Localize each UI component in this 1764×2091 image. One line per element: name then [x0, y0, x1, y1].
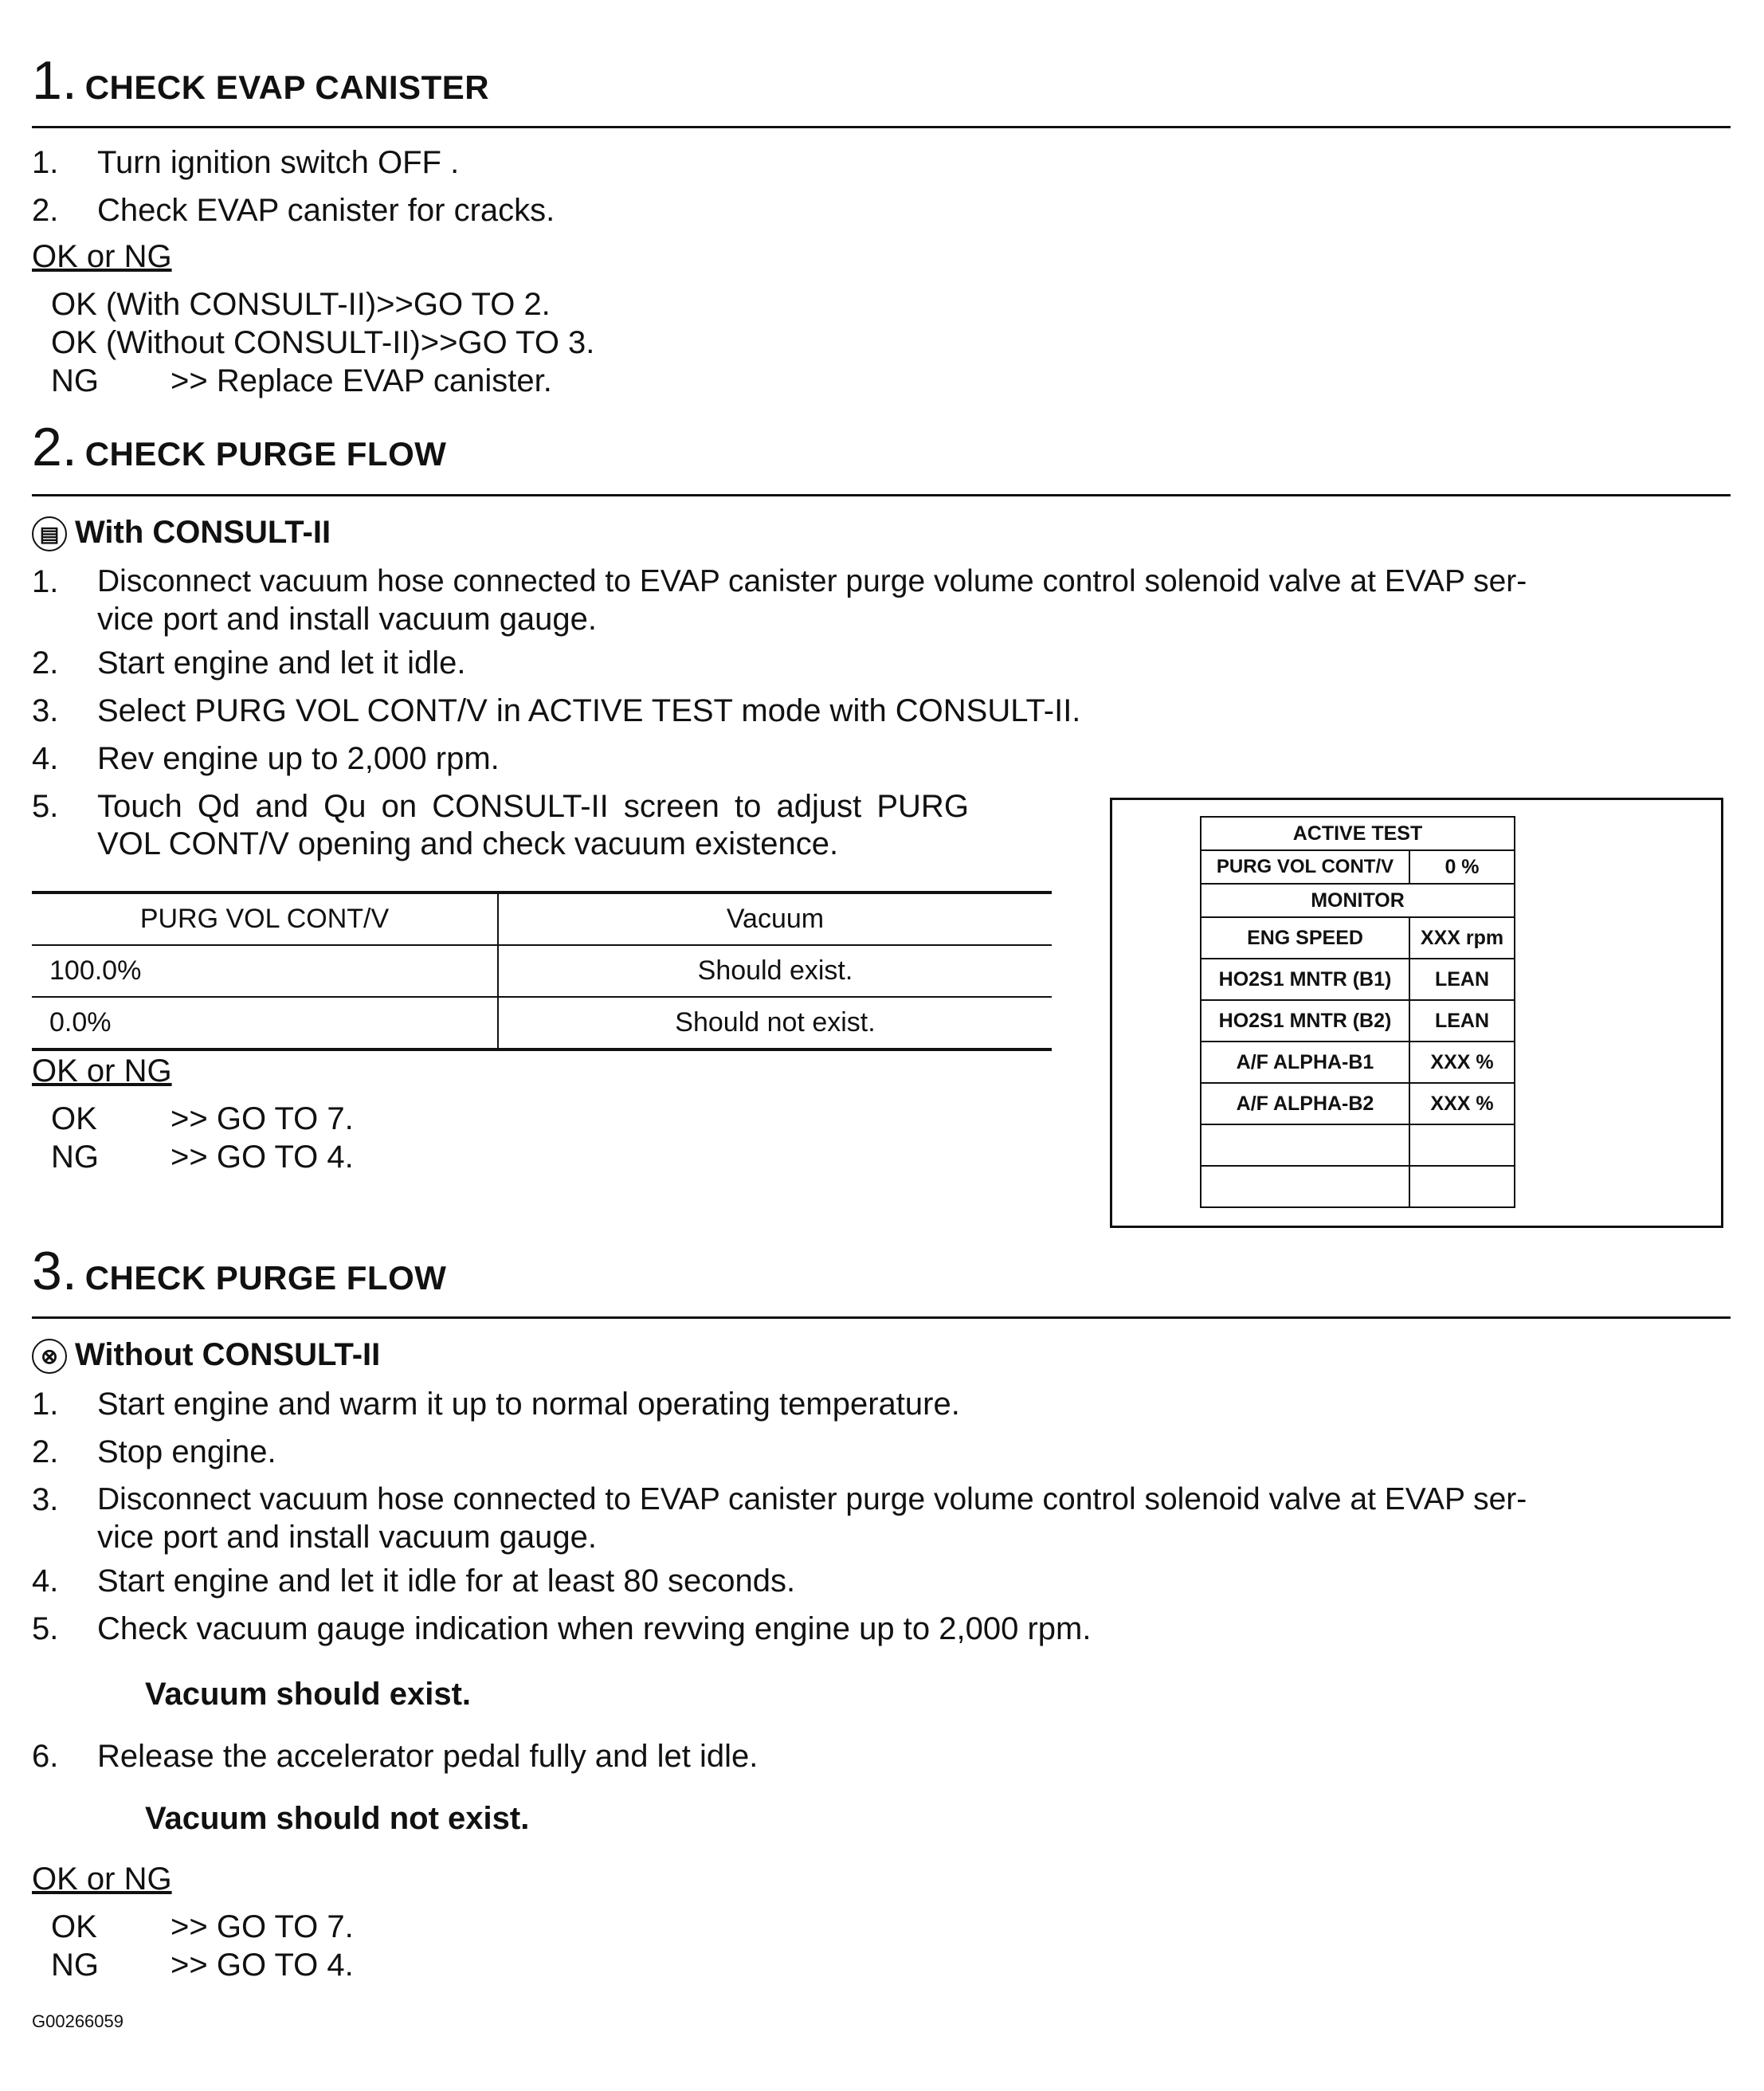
step-number: 1.	[32, 145, 59, 180]
monitor-item: A/F ALPHA-B2	[1201, 1083, 1409, 1124]
monitor-value: XXX %	[1409, 1083, 1515, 1124]
monitor-item: A/F ALPHA-B1	[1201, 1042, 1409, 1083]
section-title: CHECK PURGE FLOW	[84, 1259, 447, 1297]
result-value: >> GO TO 4.	[171, 1140, 354, 1175]
result-key: NG	[51, 363, 99, 398]
step-text-cont: vice port and install vacuum gauge.	[97, 1520, 598, 1555]
result-line	[51, 1909, 354, 1945]
step-text: Disconnect vacuum hose connected to EVAP canister purge volume control solenoid valve at EVAP ser-	[97, 564, 1527, 598]
sub-label: Without CONSULT-II	[75, 1337, 381, 1372]
monitor-item: HO2S1 MNTR (B1)	[1201, 959, 1409, 1000]
monitor-row	[1201, 1166, 1515, 1207]
monitor-value: XXX rpm	[1409, 917, 1515, 959]
ok-or-ng-label: OK or NG	[32, 1862, 172, 1897]
monitor-row	[1201, 1124, 1515, 1166]
monitor-title: MONITOR	[1201, 884, 1515, 917]
monitor-row	[1201, 1000, 1515, 1042]
step-text: Check EVAP canister for cracks.	[97, 193, 555, 228]
monitor-value	[1409, 1166, 1515, 1207]
table-cell: 100.0%	[32, 945, 498, 997]
sub-label: With CONSULT-II	[75, 515, 331, 550]
step-text-cont: VOL CONT/V opening and check vacuum existence.	[97, 826, 839, 861]
without-consult-subheading	[32, 1337, 380, 1374]
active-test-table	[1200, 816, 1515, 1208]
consult-screen-illustration	[1110, 798, 1723, 1228]
result-key: OK (Without CONSULT-II)>>GO TO 3.	[51, 325, 595, 360]
step-number: 2.	[32, 1434, 59, 1469]
table-header-row	[32, 892, 1052, 945]
result-line	[51, 363, 552, 399]
step-number: 2.	[32, 645, 59, 681]
section-title: CHECK EVAP CANISTER	[84, 69, 490, 106]
step-text: Release the accelerator pedal fully and let idle.	[97, 1739, 759, 1774]
step-number: 1.	[32, 1387, 59, 1422]
step-text: Turn ignition switch OFF .	[97, 145, 460, 180]
no-consult-icon: ⊗	[32, 1339, 67, 1374]
table-cell: 0.0%	[32, 997, 498, 1049]
section-number: 1.	[32, 50, 77, 111]
step-number: 5.	[32, 1611, 59, 1646]
table-header: Vacuum	[498, 892, 1052, 945]
table-header: PURG VOL CONT/V	[32, 892, 498, 945]
consult-subheading	[32, 515, 331, 551]
monitor-value: LEAN	[1409, 959, 1515, 1000]
result-key: NG	[51, 1948, 99, 1983]
step-text: Start engine and warm it up to normal operating temperature.	[97, 1387, 960, 1422]
section-1-header	[32, 49, 489, 112]
step-number: 5.	[32, 789, 59, 824]
section-divider	[32, 126, 1731, 128]
step-number: 3.	[32, 693, 59, 728]
section-divider	[32, 494, 1731, 496]
table-cell: Should not exist.	[498, 997, 1052, 1049]
consult-icon: ▤	[32, 516, 67, 551]
step-text: Stop engine.	[97, 1434, 276, 1469]
table-row	[32, 997, 1052, 1049]
step-number: 4.	[32, 741, 59, 776]
ok-or-ng-label: OK or NG	[32, 1053, 172, 1089]
monitor-row	[1201, 1083, 1515, 1124]
result-key: OK	[51, 1909, 97, 1944]
section-divider	[32, 1316, 1731, 1319]
result-value: >> GO TO 7.	[171, 1101, 354, 1136]
monitor-item: HO2S1 MNTR (B2)	[1201, 1000, 1409, 1042]
step-text: Disconnect vacuum hose connected to EVAP canister purge volume control solenoid valve at EVAP ser-	[97, 1482, 1527, 1516]
section-title: CHECK PURGE FLOW	[84, 435, 447, 473]
step-number: 6.	[32, 1739, 59, 1774]
monitor-row	[1201, 917, 1515, 959]
step-text: Start engine and let it idle for at least 80 seconds.	[97, 1563, 796, 1599]
test-value: 0 %	[1409, 850, 1515, 884]
result-key: NG	[51, 1140, 99, 1175]
result-line	[51, 325, 594, 361]
result-line	[51, 1140, 354, 1175]
section-3-header	[32, 1240, 446, 1302]
vacuum-table	[32, 891, 1052, 1051]
spec-vacuum-not-exist: Vacuum should not exist.	[145, 1801, 530, 1836]
step-text-cont: vice port and install vacuum gauge.	[97, 602, 598, 637]
table-row	[32, 945, 1052, 997]
monitor-value: XXX %	[1409, 1042, 1515, 1083]
result-key: OK (With CONSULT-II)>>GO TO 2.	[51, 287, 551, 322]
table-cell: Should exist.	[498, 945, 1052, 997]
active-test-title: ACTIVE TEST	[1201, 817, 1515, 850]
step-text: Select PURG VOL CONT/V in ACTIVE TEST mode with CONSULT-II.	[97, 693, 1081, 728]
section-2-header	[32, 416, 446, 478]
step-number: 2.	[32, 193, 59, 228]
result-line	[51, 1948, 354, 1983]
result-key: OK	[51, 1101, 97, 1136]
monitor-value	[1409, 1124, 1515, 1166]
step-text: Rev engine up to 2,000 rpm.	[97, 741, 500, 776]
monitor-item: ENG SPEED	[1201, 917, 1409, 959]
step-number: 1.	[32, 564, 59, 599]
monitor-item	[1201, 1166, 1409, 1207]
step-number: 4.	[32, 1563, 59, 1599]
step-number: 3.	[32, 1482, 59, 1517]
result-line	[51, 287, 551, 323]
section-number: 2.	[32, 417, 77, 477]
result-value: >> GO TO 4.	[171, 1948, 354, 1983]
test-item: PURG VOL CONT/V	[1201, 850, 1409, 884]
monitor-row	[1201, 1042, 1515, 1083]
step-text: Touch Qd and Qu on CONSULT-II screen to adjust PURG	[97, 789, 969, 824]
result-value: >> GO TO 7.	[171, 1909, 354, 1944]
monitor-row	[1201, 959, 1515, 1000]
section-number: 3.	[32, 1241, 77, 1301]
spec-vacuum-exist: Vacuum should exist.	[145, 1677, 472, 1712]
monitor-item	[1201, 1124, 1409, 1166]
figure-code: G00266059	[32, 2011, 123, 2031]
monitor-value: LEAN	[1409, 1000, 1515, 1042]
step-text: Check vacuum gauge indication when revving engine up to 2,000 rpm.	[97, 1611, 1092, 1646]
step-text: Start engine and let it idle.	[97, 645, 466, 681]
result-value: >> Replace EVAP canister.	[171, 363, 552, 398]
ok-or-ng-label: OK or NG	[32, 239, 172, 274]
result-line	[51, 1101, 354, 1137]
